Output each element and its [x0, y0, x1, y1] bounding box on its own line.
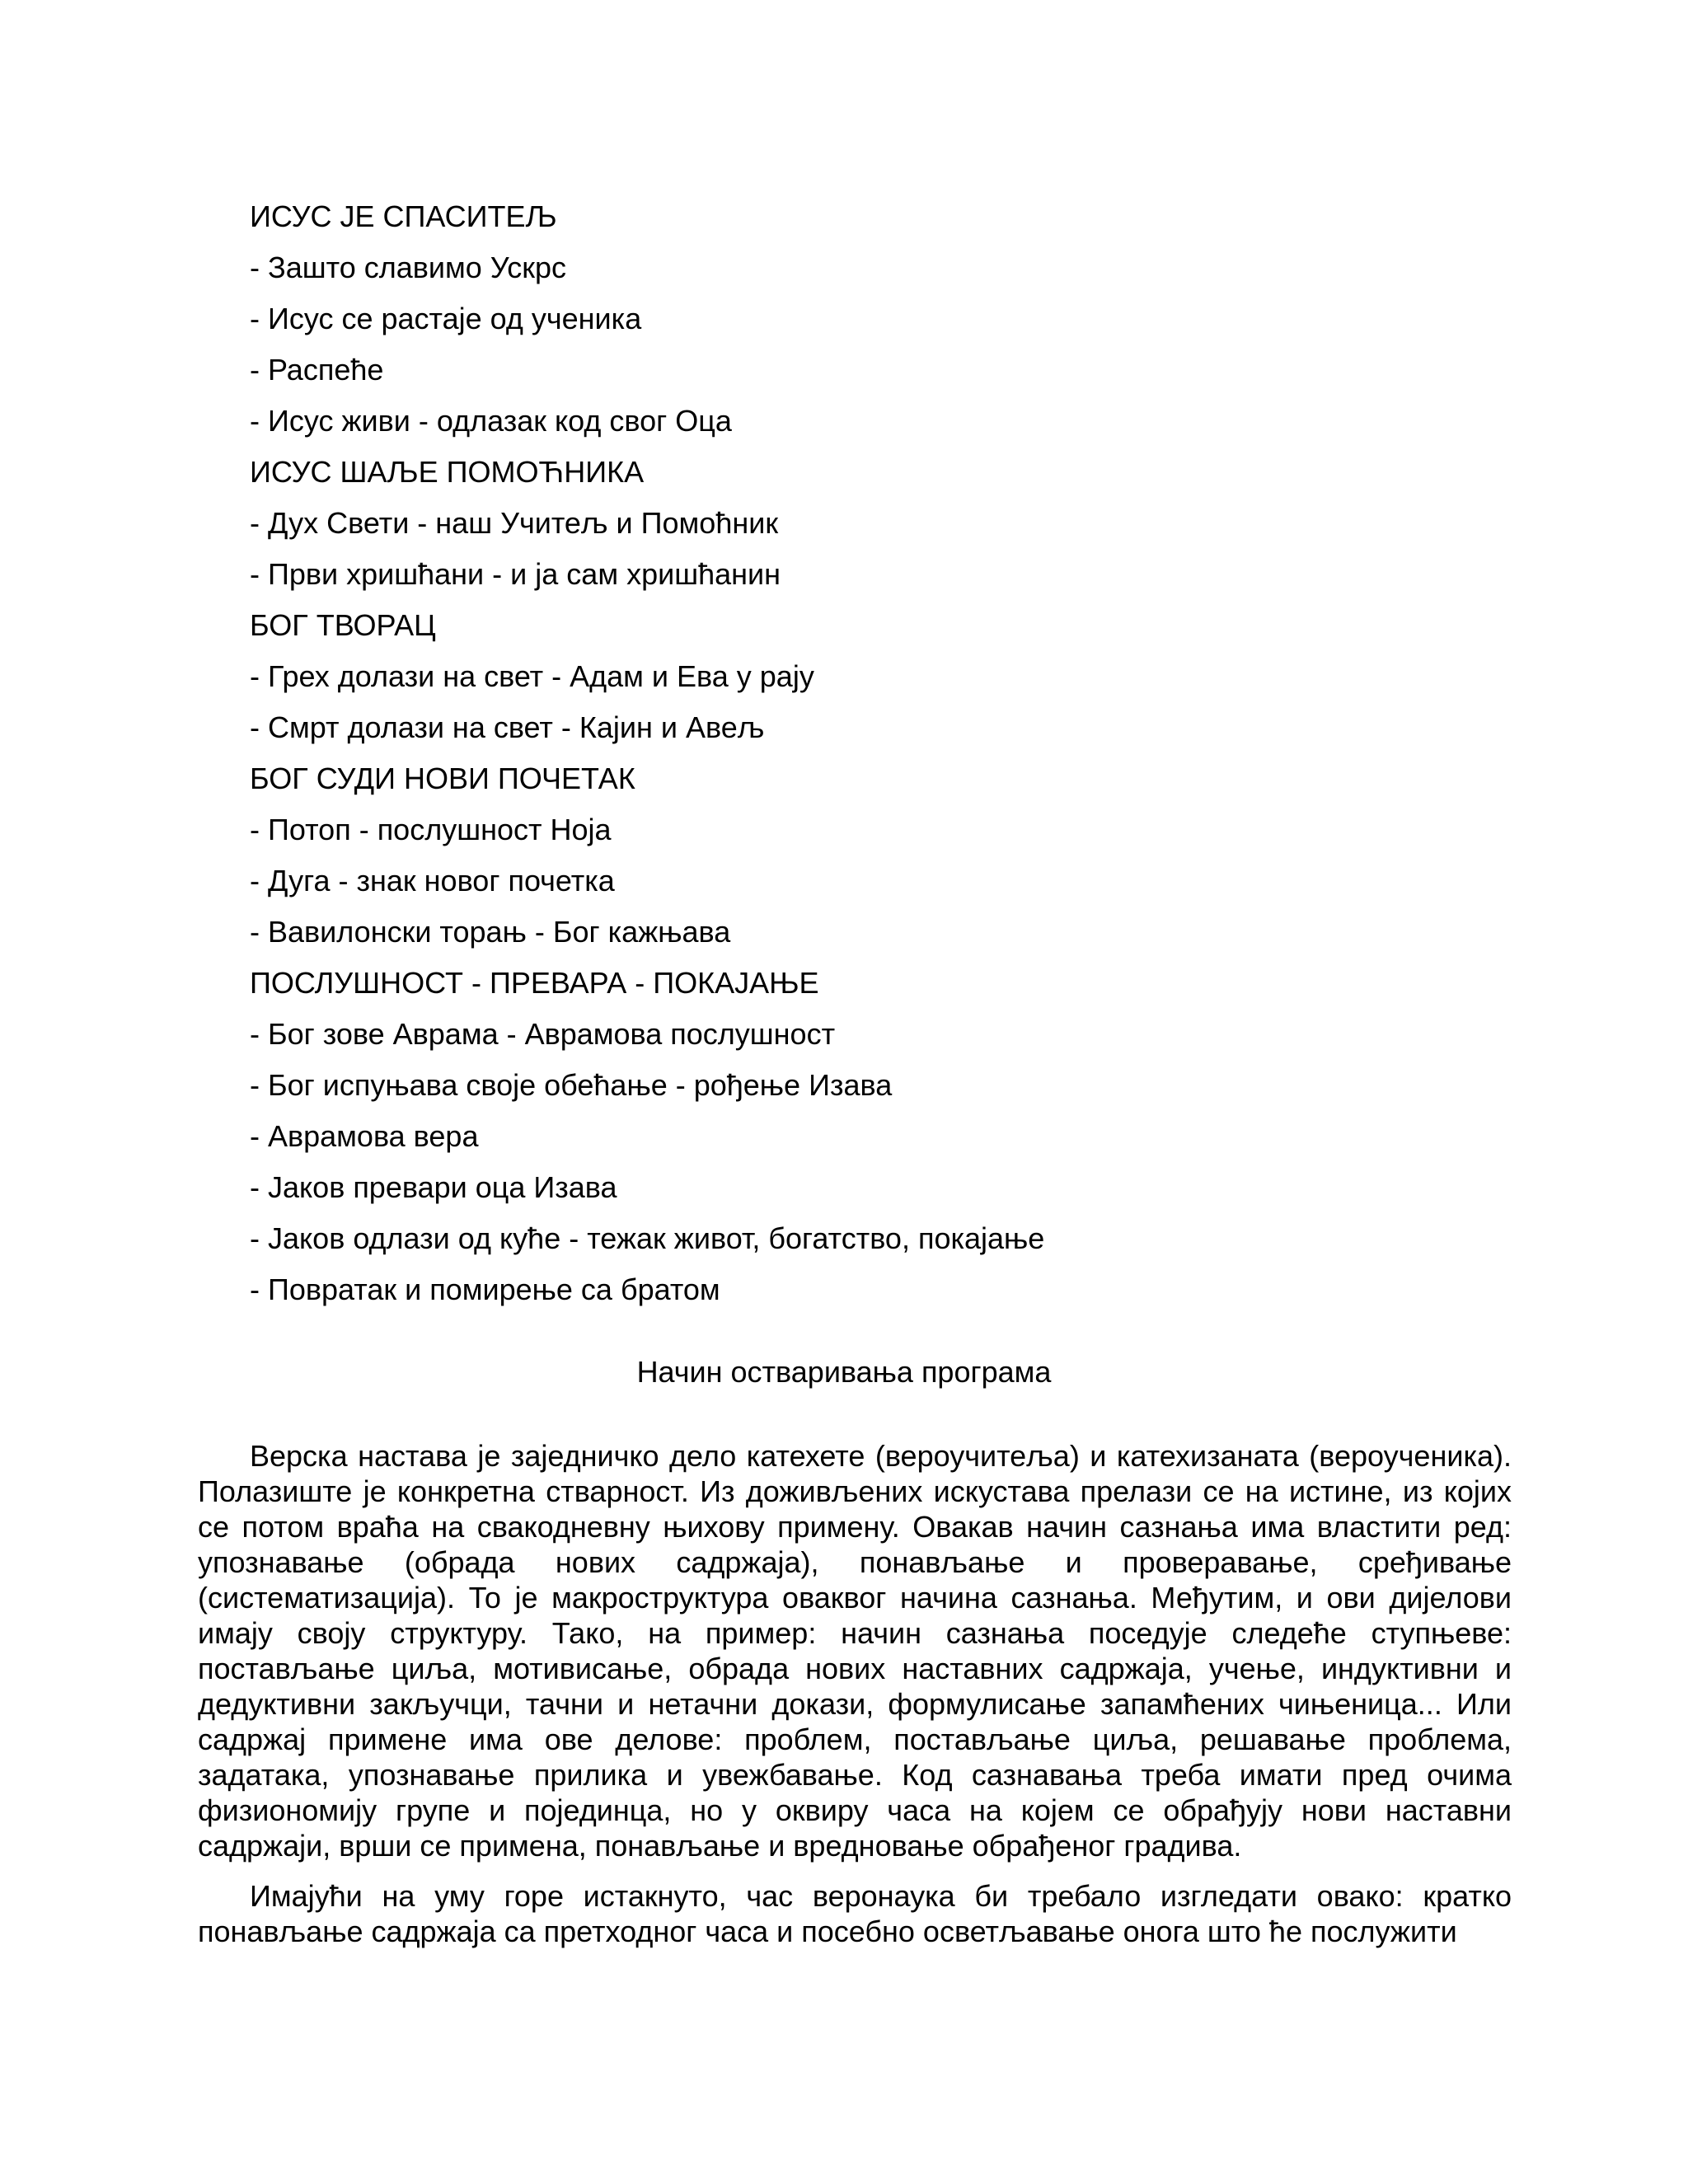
outline-item: - Смрт долази на свет - Кајин и Авељ [250, 710, 765, 744]
curriculum-outline [250, 191, 1486, 1315]
paragraph: Имајући на уму горе истакнуто, час веронаука би требало изгледати овако: кратко понављање садржаја са претходног часа и посебно осветљавање онога што ће послужити [198, 1879, 1512, 1948]
outline-heading: ИСУС ЈЕ СПАСИТЕЉ [250, 199, 557, 233]
outline-item: - Дух Свети - наш Учитељ и Помоћник [250, 506, 779, 540]
outline-item: - Јаков одлази од куће - тежак живот, богатство, покајање [250, 1221, 1045, 1255]
outline-item: - Зашто славимо Ускрс [250, 251, 567, 284]
outline-item: - Потоп - послушност Ноја [250, 813, 612, 846]
outline-item: - Исус живи - одлазак код свог Оца [250, 404, 732, 438]
outline-item: - Бог зове Аврама - Аврамова послушност [250, 1017, 836, 1051]
outline-item: - Бог испуњава своје обећање - рођење Изава [250, 1068, 893, 1102]
outline-heading: ПОСЛУШНОСТ - ПРЕВАРА - ПОКАЈАЊЕ [250, 966, 819, 1000]
outline-heading: ИСУС ШАЉЕ ПОМОЋНИКА [250, 455, 645, 489]
outline-item: - Распеће [250, 353, 384, 387]
outline-item: - Први хришћани - и ја сам хришћанин [250, 557, 781, 591]
section-title: Начин остваривања програма [636, 1355, 1052, 1389]
outline-item: - Јаков превари оца Изава [250, 1170, 617, 1204]
outline-item: - Дуга - знак новог почетка [250, 864, 615, 898]
body-text [198, 1438, 1512, 1964]
outline-item: - Вавилонски торањ - Бог кажњава [250, 915, 731, 949]
outline-item: - Аврамова вера [250, 1119, 479, 1153]
paragraph: Верска настава је заједничко дело катехете (вероучитеља) и катехизаната (вероученика). Полазиште је конкретна стварност. Из доживљених искустава прелази се на истине, из којих се потом враћа на свакодневну њихову примену. Овакав начин сазнања има властити ред: упознавање (обрада нових садржаја), понављање и проверавање, срeђивање (систематизација). То је макроструктура оваквог начина сазнања. Међутим, и ови дијелови имају своју структуру. Тако, на пример: начин сазнања поседује следеће ступњеве: постављање циља, мотивисање, обрада нових наставних садржаја, учење, индуктивни и дедуктивни закључци, тачни и нетачни докази, формулисање запамћених чињеница... Или садржај примене има ове делове: проблем, постављање циља, решавање проблема, задатака, упознавање прилика и увежбавање. Код сазнавања треба имати пред очима физиономију групе и појединца, но у оквиру часа на којем се обрађују нови наставни садржаји, врши се примена, понављање и вредновање обрађеног градива. [198, 1439, 1512, 1863]
outline-item: - Грех долази на свет - Адам и Ева у рају [250, 659, 814, 693]
outline-item: - Исус се растаје од ученика [250, 302, 642, 335]
outline-item: - Повратак и помирење са братом [250, 1272, 720, 1306]
outline-heading: БОГ СУДИ НОВИ ПОЧЕТАК [250, 762, 635, 795]
outline-heading: БОГ ТВОРАЦ [250, 608, 436, 642]
